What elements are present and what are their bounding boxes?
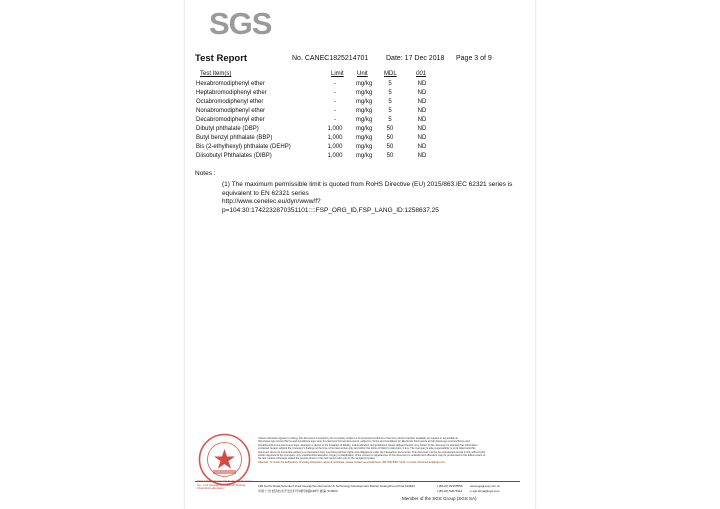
- report-date: Date: 17 Dec 2018: [386, 55, 445, 62]
- footer-website: www.sgsgroup.com.cn: [470, 484, 501, 488]
- cell-limit: -: [334, 99, 336, 105]
- cell-unit: mg/kg: [355, 90, 373, 96]
- cell-limit: 1,000: [327, 126, 343, 132]
- footer-tel: t (86-20) 82155555: [437, 484, 463, 488]
- footer-address: [258, 484, 415, 494]
- note-text: [222, 181, 518, 215]
- cell-unit: mg/kg: [355, 117, 373, 123]
- footer-fax: f (86-20) 82075113: [437, 489, 463, 493]
- cell-item: Bis (2-ethylhexyl) phthalate (DEHP): [196, 144, 291, 150]
- table-row: [0, 117, 720, 126]
- cell-unit: mg/kg: [355, 153, 373, 159]
- legal-text: Unless otherwise agreed in writing, this document is issued by the Company subject to its General Conditions of Service printed overleaf, available on request or accessible at http://www.sgs.com/en/Terms-and-Conditions.aspx and, for electronic format documents, subject to Terms and Conditions for Electronic Documents at http://www.sgs.com/en/Terms-and-Conditions/Terms-e-Document.aspx. Attention is drawn to the limitation of liability, indemnification and jurisdiction issues defined therein. Any holder of this document is advised that information contained hereon reflects the Company's findings at the time of its intervention only and within the limits of Client's instruction, if any. The Company's sole responsibility is to its Client and this document does not exonerate parties to a transaction from exercising all their rights and obligations under the transaction documents. This document cannot be reproduced except in full, without prior written approval of the Company. Any unauthorized alteration, forgery or falsification of the content or appearance of this document is unlawful and offenders may be prosecuted to the fullest extent of the law. Unless otherwise stated the results shown in this test report refer only to the sample(s) tested.: [258, 437, 486, 461]
- cell-mdl: 5: [388, 108, 392, 114]
- cell-item: Decabromodiphenyl ether: [196, 117, 265, 123]
- cell-result: ND: [417, 117, 427, 123]
- cell-item: Heptabromodiphenyl ether: [196, 90, 267, 96]
- table-row: [0, 108, 720, 117]
- sgs-logo: [209, 6, 272, 42]
- table-row: [0, 153, 720, 162]
- cell-mdl: 5: [388, 99, 392, 105]
- col-header-mdl: MDL: [384, 71, 397, 77]
- col-header-unit: Unit: [357, 71, 368, 77]
- note-line-1: (1) The maximum permissible limit is quoted from RoHS Directive (EU) 2015/863.IEC 62321 series is equivalent to EN 62321 series: [222, 181, 513, 197]
- notes-label: Notes :: [195, 170, 216, 177]
- col-header-limit: Limit: [331, 71, 344, 77]
- cell-mdl: 50: [386, 144, 394, 150]
- cell-result: ND: [417, 126, 427, 132]
- footer-contact: [437, 484, 463, 494]
- cell-result: ND: [417, 81, 427, 87]
- cell-mdl: 50: [386, 153, 394, 159]
- cell-limit: 1,000: [327, 135, 343, 141]
- footer-email: e sgs.china@sgs.com: [470, 489, 500, 493]
- col-header-test-item: Test Item(s): [200, 71, 232, 77]
- cell-unit: mg/kg: [355, 108, 373, 114]
- cell-item: Dibutyl phthalate (DBP): [196, 126, 259, 132]
- footer-web: [470, 484, 500, 494]
- cell-unit: mg/kg: [355, 144, 373, 150]
- authenticity-warning: Attention: To check the authenticity of testing /inspection report & certificate, please contact us at telephone: (86-755) 8307 1443, or email: CN.Doccheck@sgs.com: [258, 460, 446, 464]
- col-header-sample: 001: [416, 71, 427, 77]
- table-row: [0, 90, 720, 99]
- cell-mdl: 5: [388, 117, 392, 123]
- report-title: Test Report: [195, 53, 248, 64]
- table-row: [0, 126, 720, 135]
- cell-unit: mg/kg: [355, 99, 373, 105]
- sgs-member-line: Member of the SGS Group (SGS SA): [402, 496, 477, 501]
- cell-limit: -: [334, 117, 336, 123]
- cell-mdl: 50: [386, 126, 394, 132]
- table-row: [0, 81, 720, 90]
- cell-result: ND: [417, 135, 427, 141]
- cell-result: ND: [417, 108, 427, 114]
- cell-item: Diisobutyl Phthalates (DIBP): [196, 153, 272, 159]
- cell-result: ND: [417, 99, 427, 105]
- report-number: No. CANEC1825214701: [292, 55, 369, 62]
- cell-mdl: 5: [388, 90, 392, 96]
- cell-unit: mg/kg: [355, 126, 373, 132]
- cell-result: ND: [417, 144, 427, 150]
- cell-unit: mg/kg: [355, 135, 373, 141]
- cell-result: ND: [417, 153, 427, 159]
- cell-mdl: 50: [386, 135, 394, 141]
- cell-limit: -: [334, 90, 336, 96]
- note-line-2: http://www.cenelec.eu/dyn/www/f?p=104:30:1742232870351101::::FSP_ORG_ID,FSP_LANG_ID:1258637,25: [222, 198, 439, 214]
- stamp-caption: SGS-CSTC Standards Technical Services Co., Ltd. Guangzhou Branch Testing Chemical Laboratory: [197, 479, 253, 490]
- cell-item: Nonabromodiphenyl ether: [196, 108, 266, 114]
- page-number: Page 3 of 9: [456, 55, 492, 62]
- table-row: [0, 99, 720, 108]
- cell-unit: mg/kg: [355, 81, 373, 87]
- table-row: [0, 135, 720, 144]
- logo-text: SGS: [209, 6, 272, 41]
- cell-limit: 1,000: [327, 153, 343, 159]
- cell-result: ND: [417, 90, 427, 96]
- cell-item: Hexabromodiphenyl ether: [196, 81, 265, 87]
- cell-mdl: 5: [388, 81, 392, 87]
- cell-item: Octabromodiphenyl ether: [196, 99, 264, 105]
- cell-limit: -: [334, 108, 336, 114]
- cell-item: Butyl benzyl phthalate (BBP): [196, 135, 273, 141]
- address-en: 198 Kezhu Road,Scientech Park Guangzhou Economic & Technology Development District,Guangzhou,China 510663: [258, 484, 415, 488]
- address-cn: 中国·广州·经济技术开发区科学城科珠路198号 邮编: 510663: [258, 489, 338, 493]
- table-row: [0, 144, 720, 153]
- cell-limit: 1,000: [327, 144, 343, 150]
- legal-disclaimer: [258, 437, 486, 464]
- cell-limit: -: [334, 81, 336, 87]
